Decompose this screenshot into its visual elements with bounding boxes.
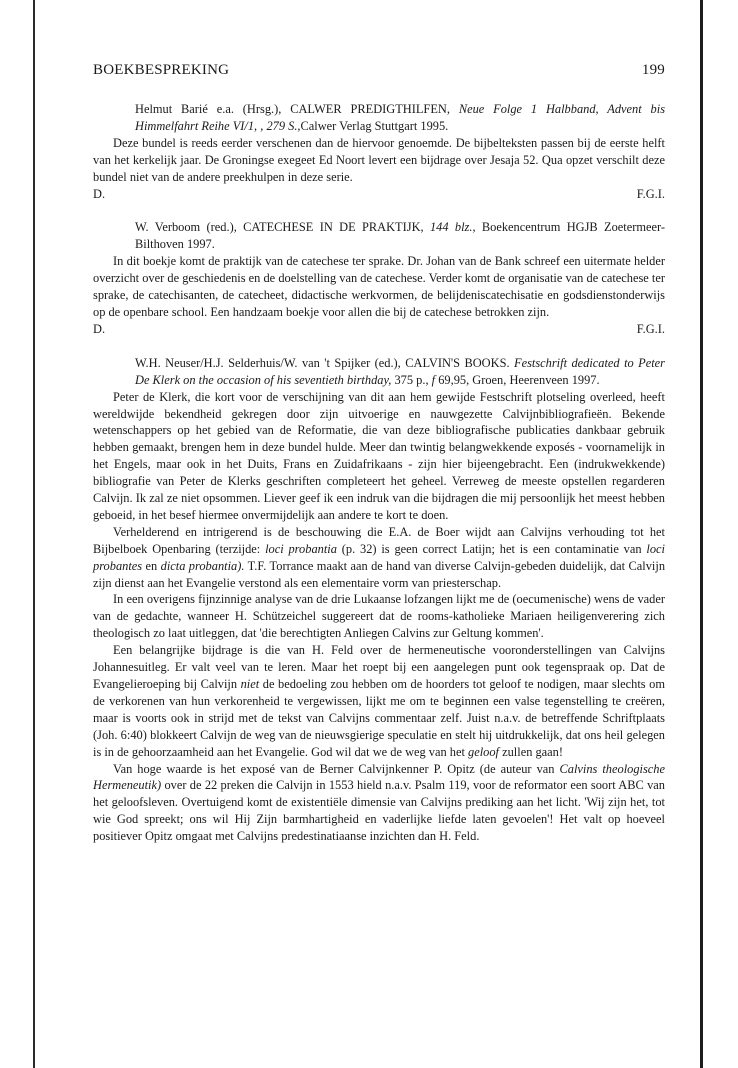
page-body [93, 62, 665, 845]
section-title: BOEKBESPREKING [93, 62, 230, 78]
review-paragraph: Een belangrijke bijdrage is die van H. Feld over de hermeneutische vooronderstellingen van Calvijns Johannesuitleg. Er valt veel van te leren. Maar het roept bij een aangelegen punt ook tegenspraak op. Dat de Evangelieroeping bij Calvijn niet de bedoeling zou hebben om de hoorders tot geloof te nodigen, maar slechts om de verkorenen van hun verkorenheid te vergewissen, lijkt me om te beginnen een valse tegenstelling te creëren, maar is voorts ook in strijd met de tekst van Calvijns commentaar zelf. Juist n.a.v. de betreffende Schriftplaats (Joh. 6:40) blokkeert Calvijn de weg van de nieuwsgierige speculatie en stelt hij uitdrukkelijk, dat ons heil gelegen is in de gehoorzaamheid aan het Evangelie. God wil dat we de weg van het geloof zullen gaan! [93, 643, 665, 759]
scan-edge-left [33, 0, 35, 1068]
review-citation: Helmut Barié e.a. (Hrsg.), CALWER PREDIGTHILFEN, Neue Folge 1 Halbband, Advent bis Himmelfahrt Reihe VI/1, , 279 S.,Calwer Verlag Stuttgart 1995. [135, 102, 666, 133]
scan-edge-right [700, 0, 703, 1068]
review-signature: D. F.G.I. [93, 186, 665, 201]
review-citation: W.H. Neuser/H.J. Selderhuis/W. van 't Spijker (ed.), CALVIN'S BOOKS. Festschrift dedicated to Peter De Klerk on the occasion of his seventieth birthday, 375 p., f 69,95, Groen, Heerenveen 1997. [135, 355, 665, 387]
review-signature: D. F.G.I. [93, 321, 665, 336]
review-paragraph: In een overigens fijnzinnige analyse van de drie Lukaanse lofzangen lijkt me de (oecumenische) wens de vader van de gedachte, wanneer H. Schützeichel suggereert dat de rooms-katholieke Mariaen heiligenverering zich theologisch zo laat uitleggen, dat 'die berechtigten Anliegen Calvins zur Geltung kommen'. [93, 592, 665, 641]
review-paragraph: Peter de Klerk, die kort voor de verschijning van dit aan hem gewijde Festschrift plotseling overleed, heeft wereldwijde bekendheid gekregen door zijn uitvoerige en nauwgezette Calvijnbibliografieën. Bekende wetenschappers op het gebied van de Reformatie, die van deze bibliografische publicaties dankbaar gebruik hebben gemaakt, brengen hem in deze bundel hulde. Meer dan twintig belangwekkende exposés - voornamelijk in het Engels, maar ook in het Duits, Frans en Zuidafrikaans - zijn hier bijeengebracht. Een (indrukwekkende) bibliografie van Peter de Klerks geschriften completeert het geheel. Verreweg de meeste opstellen regarderen Calvijn. Ik zal ze niet opsommen. Liever geef ik een indruk van die bijdragen die mij persoonlijk het meest hebben geboeid, in het besef hiermee onvermijdelijk aan andere te kort te doen. [93, 389, 665, 522]
review-2 [93, 219, 665, 337]
review-1 [93, 101, 665, 202]
running-head [93, 62, 665, 79]
review-paragraph: Deze bundel is reeds eerder verschenen dan de hiervoor genoemde. De bijbelteksten passen bij de eerste helft van het kerkelijk jaar. De Groningse exegeet Ed Noort levert een bijdrage over Jesaja 52. Qua opzet verschilt deze bundel niet van de andere preekhulpen in deze serie. [93, 135, 665, 184]
page-number: 199 [641, 62, 665, 78]
review-paragraph: Verhelderend en intrigerend is de beschouwing die E.A. de Boer wijdt aan Calvijns verhouding tot het Bijbelboek Openbaring (terzijde: loci probantia (p. 32) is geen correct Latijn; het is een contaminatie van loci probantes en dicta probantia). T.F. Torrance maakt aan de hand van diverse Calvijn-gebeden duidelijk, dat Calvijn zijn dienst aan het Evangelie verstond als een elementaire vorm van priesterschap. [93, 524, 666, 590]
review-3 [93, 355, 665, 845]
review-paragraph: In dit boekje komt de praktijk van de catechese ter sprake. Dr. Johan van de Bank schreef een uitermate helder overzicht over de geschiedenis en de doelstelling van de catechese. Verder komt de organisatie van de catechese ter sprake, de catechisanten, de catecheet, didactische werkvormen, de belijdeniscatechisatie en godsdienstonderwijs op de openbare school. Een handzaam boekje voor allen die bij de catechese betrokken zijn. [93, 254, 665, 319]
review-citation: W. Verboom (red.), CATECHESE IN DE PRAKTIJK, 144 blz., Boekencentrum HGJB Zoetermeer-Bilthoven 1997. [135, 220, 665, 252]
review-paragraph: Van hoge waarde is het exposé van de Berner Calvijnkenner P. Opitz (de auteur van Calvins theologische Hermeneutik) over de 22 preken die Calvijn in 1553 hield n.a.v. Psalm 119, voor de reformator een soort ABC van het geloofsleven. Overtuigend komt de existentiële dimensie van Calvijns prediking aan het licht. 'Wij zijn het, tot wie God spreekt; ons wil Hij Zijn barmhartigheid en vaderlijke liefde laten gevoelen'! Het valt op hoeveel positiever Opitz omgaat met Calvijns predestinatiaanse inzichten dan H. Feld. [93, 761, 665, 844]
